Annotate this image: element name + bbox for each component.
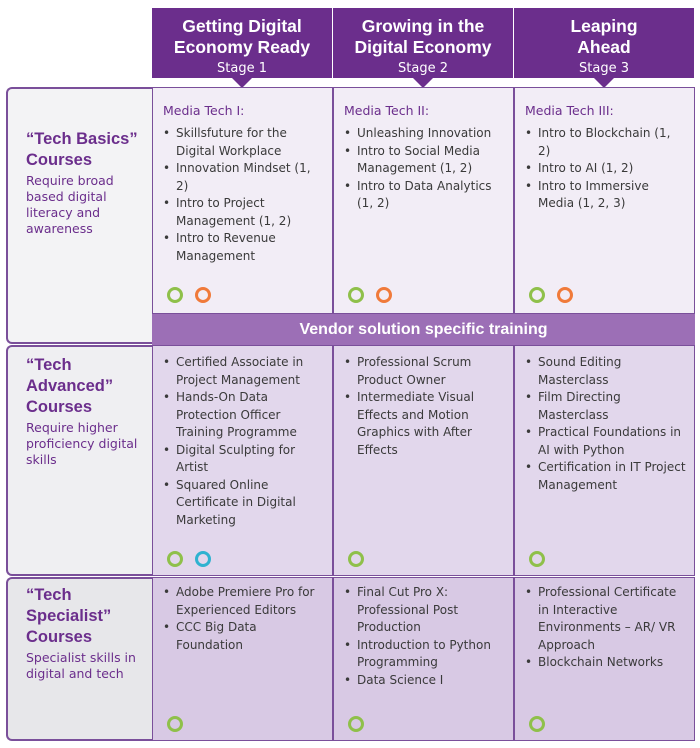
course-item: • Intro to Blockchain (1, 2) — [525, 125, 686, 160]
orange-circle-icon — [195, 287, 211, 303]
course-list — [525, 125, 686, 213]
course-item: • Data Science I — [344, 672, 505, 690]
course-item: • Intermediate Visual Effects and Motion Graphics with After Effects — [344, 389, 505, 459]
stage-label: Stage 1 — [217, 61, 267, 76]
cell-specialist-stage3 — [514, 577, 695, 741]
course-item: • Unleashing Innovation — [344, 125, 505, 143]
green-circle-icon — [529, 716, 545, 732]
course-list — [344, 354, 505, 459]
course-item: • Blockchain Networks — [525, 654, 686, 672]
row-description: Require higher proficiency digital skills — [26, 420, 138, 467]
course-list — [525, 354, 686, 494]
stage-title-line2: Digital Economy — [354, 37, 492, 57]
row-description: Specialist skills in digital and tech — [26, 650, 136, 681]
course-item: • Practical Foundations in AI with Python — [525, 424, 686, 459]
row-description: Require broad based digital literacy and awareness — [26, 173, 114, 236]
row-title-line2: Specialist” — [26, 607, 112, 625]
indicator-dots — [529, 551, 545, 567]
indicator-dots — [167, 287, 211, 303]
row-title-line1: “Tech Basics” — [26, 130, 138, 148]
course-list — [344, 125, 505, 213]
cell-advanced-stage2 — [333, 345, 514, 576]
indicator-dots — [348, 716, 364, 732]
row-label-tech-basics — [6, 87, 152, 344]
green-circle-icon — [167, 716, 183, 732]
cell-title: Media Tech II: — [344, 103, 430, 118]
stage-2-header — [333, 8, 513, 78]
green-circle-icon — [167, 551, 183, 567]
teal-circle-icon — [195, 551, 211, 567]
course-item: • Sound Editing Masterclass — [525, 354, 686, 389]
indicator-dots — [348, 287, 392, 303]
stage-1-header — [152, 8, 332, 78]
course-item: • Film Directing Masterclass — [525, 389, 686, 424]
course-item: • Professional Certificate in Interactive Environments – AR/ VR Approach — [525, 584, 686, 654]
cell-basics-stage3 — [514, 87, 695, 314]
green-circle-icon — [348, 716, 364, 732]
indicator-dots — [348, 551, 364, 567]
course-item: • Innovation Mindset (1, 2) — [163, 160, 324, 195]
cell-title: Media Tech III: — [525, 103, 614, 118]
course-item: • Digital Sculpting for Artist — [163, 442, 324, 477]
stage-label: Stage 2 — [398, 61, 448, 76]
green-circle-icon — [167, 287, 183, 303]
green-circle-icon — [348, 287, 364, 303]
course-item: • Intro to Data Analytics (1, 2) — [344, 178, 505, 213]
course-list — [163, 354, 324, 529]
row-title-line1: “Tech — [26, 586, 72, 604]
green-circle-icon — [529, 287, 545, 303]
stage-title-line1: Growing in the — [361, 16, 485, 36]
row-label-tech-advanced — [6, 345, 152, 576]
indicator-dots — [167, 716, 183, 732]
orange-circle-icon — [376, 287, 392, 303]
cell-advanced-stage1 — [152, 345, 333, 576]
stage-title-line1: Getting Digital — [182, 16, 302, 36]
stage-title-line2: Economy Ready — [173, 37, 311, 57]
row-title-line2: Advanced” — [26, 377, 114, 395]
cell-basics-stage2 — [333, 87, 514, 314]
orange-circle-icon — [557, 287, 573, 303]
course-item: • Certification in IT Project Management — [525, 459, 686, 494]
course-list — [525, 584, 686, 672]
course-item: • Intro to AI (1, 2) — [525, 160, 686, 178]
course-item: • Intro to Social Media Management (1, 2) — [344, 143, 505, 178]
row-title-line3: Courses — [26, 398, 93, 416]
course-item: • Professional Scrum Product Owner — [344, 354, 505, 389]
indicator-dots — [529, 716, 545, 732]
cell-title: Media Tech I: — [163, 103, 245, 118]
course-list — [344, 584, 505, 689]
course-list — [163, 125, 324, 265]
green-circle-icon — [348, 551, 364, 567]
row-title-line2: Courses — [26, 151, 93, 169]
course-item: • Squared Online Certificate in Digital Marketing — [163, 477, 324, 530]
stage-title-line1: Leaping — [570, 16, 638, 36]
course-item: • Adobe Premiere Pro for Experienced Editors — [163, 584, 324, 619]
cell-basics-stage1 — [152, 87, 333, 314]
stage-3-header — [514, 8, 694, 78]
row-title-line3: Courses — [26, 628, 93, 646]
course-item: • Intro to Immersive Media (1, 2, 3) — [525, 178, 686, 213]
green-circle-icon — [529, 551, 545, 567]
course-item: • Introduction to Python Programming — [344, 637, 505, 672]
course-item: • CCC Big Data Foundation — [163, 619, 324, 654]
cell-advanced-stage3 — [514, 345, 695, 576]
course-item: • Final Cut Pro X: Professional Post Production — [344, 584, 505, 637]
indicator-dots — [167, 551, 211, 567]
course-item: • Intro to Project Management (1, 2) — [163, 195, 324, 230]
vendor-training-banner: Vendor solution specific training — [152, 314, 695, 345]
course-item: • Intro to Revenue Management — [163, 230, 324, 265]
row-label-tech-specialist — [6, 577, 152, 741]
stage-title-line2: Ahead — [577, 37, 631, 57]
course-list — [163, 584, 324, 654]
cell-specialist-stage1 — [152, 577, 333, 741]
course-item: • Hands-On Data Protection Officer Training Programme — [163, 389, 324, 442]
course-item: • Skillsfuture for the Digital Workplace — [163, 125, 324, 160]
course-item: • Certified Associate in Project Management — [163, 354, 324, 389]
stage-label: Stage 3 — [579, 61, 629, 76]
row-title-line1: “Tech — [26, 356, 72, 374]
cell-specialist-stage2 — [333, 577, 514, 741]
indicator-dots — [529, 287, 573, 303]
